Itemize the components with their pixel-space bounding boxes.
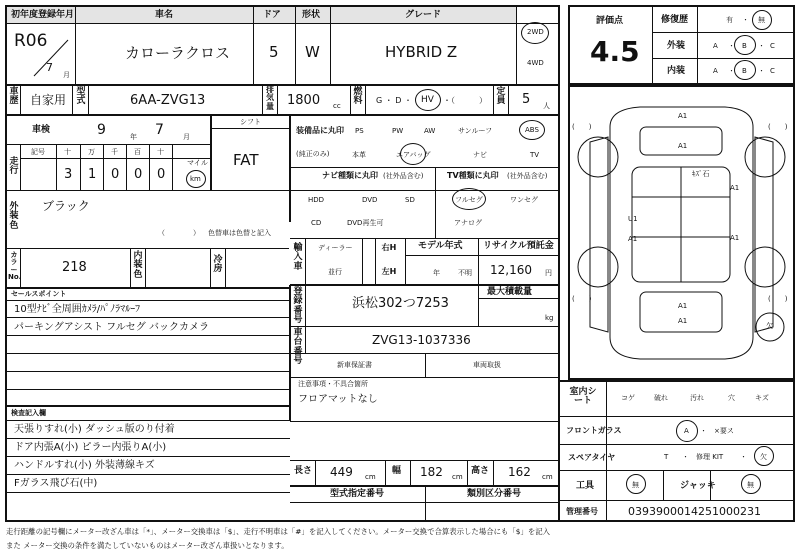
jack-value: 無 xyxy=(747,481,754,489)
footer-line-1: 走行距離の記号欄にメーター改ざん車は「*」、メーター交換車は「$」、走行不明車は「#」を記入してください。メーター交換で合算表示した場合にも「$」を記入 xyxy=(6,527,551,536)
mileage-col-1: 十 xyxy=(64,148,71,156)
spare-t: T xyxy=(664,453,669,461)
registration-label: 登録番号 xyxy=(293,287,303,326)
capacity-label: 定員 xyxy=(496,87,506,107)
navi-hdd: HDD xyxy=(308,196,325,204)
sheet-scratch: キズ xyxy=(755,394,769,402)
shift-label: シフト xyxy=(240,118,261,126)
inspector-line-1: 天張りすれ(小) ダッシュ版のり付着 xyxy=(14,424,175,435)
tv-sublabel: (社外品含む) xyxy=(507,172,548,180)
first-reg-label: 初年度登録年月 xyxy=(11,10,75,20)
footer-line-2: また メーター交換の条件を満たしていないものはメーター改ざん車扱いとなります。 xyxy=(6,541,289,550)
navi-sd: SD xyxy=(405,196,415,204)
color-no-value: 218 xyxy=(62,260,87,275)
model-year-unit: 年 xyxy=(433,269,440,277)
cc-unit: cc xyxy=(333,102,341,110)
diagram-paren-3: ( ) xyxy=(572,295,592,303)
chassis-label: 車台番号 xyxy=(293,328,303,367)
notes-value: フロアマットなし xyxy=(298,394,378,405)
recycle-value: 12,160 xyxy=(490,263,532,277)
spare-kit: 修理 KIT xyxy=(696,453,724,461)
inspection-year-unit: 年 xyxy=(130,133,137,141)
shift-value: FAT xyxy=(233,151,259,169)
jack-label: ジャッキ xyxy=(680,481,716,491)
width-unit: cm xyxy=(452,473,463,481)
height-unit: cm xyxy=(542,473,553,481)
width-label: 幅 xyxy=(392,466,402,476)
displacement-label: 排気量 xyxy=(266,85,274,111)
sales-point-2: パーキングアシスト フルセグ バックカメラ xyxy=(14,322,209,333)
displacement-value: 1800 xyxy=(287,93,321,108)
tools-label: 工具 xyxy=(576,481,595,491)
front-glass-dot: ・ xyxy=(700,427,707,435)
mileage-col-4: 百 xyxy=(134,148,141,156)
model-value: 6AA-ZVG13 xyxy=(130,93,206,108)
repair-none: 無 xyxy=(758,16,765,24)
model-year-value: 不明 xyxy=(458,269,472,277)
front-glass-x: ×要ス xyxy=(714,427,734,435)
fuel-label: 燃料 xyxy=(353,87,363,107)
equip-pw: PW xyxy=(392,127,404,135)
sales-line-1 xyxy=(7,317,290,318)
spare-dot2: ・ xyxy=(740,453,747,461)
interior-sheet-label: 室内シート xyxy=(569,387,597,407)
diagram-paren-1: ( ) xyxy=(572,123,592,131)
sales-points-label: セールスポイント xyxy=(11,290,67,298)
chassis-value: ZVG13-1037336 xyxy=(372,333,471,347)
equip-tv: TV xyxy=(530,151,540,159)
equipment-sublabel: (純正のみ) xyxy=(296,150,330,158)
class-number-label: 類別区分番号 xyxy=(467,489,522,499)
length-label: 長さ xyxy=(294,466,313,476)
color-note: 色替車は色替と記入 xyxy=(208,229,271,237)
capacity-unit: 人 xyxy=(543,102,550,110)
door-count: 5 xyxy=(269,43,279,61)
mileage-col-0: 記号 xyxy=(31,148,45,156)
int-dot2: ・ xyxy=(758,67,765,75)
score-label: 評価点 xyxy=(596,16,624,26)
equip-navi: ナビ xyxy=(473,151,487,159)
front-glass-label: フロントガラス xyxy=(566,426,622,435)
equipment-label: 装備品に丸印 xyxy=(296,126,344,135)
navi-label: ナビ種類に丸印 xyxy=(322,171,378,180)
first-reg-month: 7 xyxy=(46,61,53,74)
navi-cd: CD xyxy=(311,219,322,227)
model-year-label: モデル年式 xyxy=(418,241,463,251)
length-unit: cm xyxy=(365,473,376,481)
ext-b: B xyxy=(742,42,747,50)
diagram-missing: 欠 xyxy=(766,322,773,330)
inspector-label: 検査記入欄 xyxy=(11,409,46,417)
notes-label: 注意事項・不具合箇所 xyxy=(298,380,368,388)
front-glass-a: A xyxy=(684,427,689,435)
repair-label: 修復歴 xyxy=(661,15,689,25)
sheet-hole: 穴 xyxy=(728,394,735,402)
repair-yes: 有 xyxy=(726,16,733,24)
navi-dvd-play: DVD再生可 xyxy=(347,219,384,227)
mileage-digit-3: 0 xyxy=(134,167,143,182)
int-dot1: ・ xyxy=(728,67,735,75)
int-a: A xyxy=(713,67,718,75)
month-unit: 月 xyxy=(63,71,70,79)
import-label: 輸入車 xyxy=(293,243,303,272)
door-label: ドア xyxy=(263,10,281,20)
drive-4wd: 4WD xyxy=(527,59,544,67)
car-diagram xyxy=(570,87,793,378)
mileage-label: 走行 xyxy=(9,157,19,177)
navi-sublabel: (社外品含む) xyxy=(383,172,424,180)
tv-analog: アナログ xyxy=(454,219,482,227)
parallel-option: 並行 xyxy=(328,268,342,276)
diagram-mark-8: A1 xyxy=(678,302,688,310)
model-label: 型式 xyxy=(76,87,86,107)
sheet-dirt: 汚れ xyxy=(690,394,704,402)
grade-label: グレード xyxy=(405,10,442,20)
exterior-label: 外装 xyxy=(667,41,686,51)
equip-ps: PS xyxy=(355,127,364,135)
equip-abs: ABS xyxy=(525,126,539,134)
sheet-burn: コゲ xyxy=(621,394,635,402)
sheet-tear: 破れ xyxy=(654,394,668,402)
mileage-digit-0: 3 xyxy=(64,167,73,182)
tv-oneseg: ワンセグ xyxy=(510,196,538,204)
category-value: 自家用 xyxy=(30,93,67,107)
sales-point-1: 10型ﾅﾋﾞ全周囲ｶﾒﾗ/ﾊﾟﾉﾗﾏﾙｰﾌ xyxy=(14,304,141,315)
dealer-option: ディーラー xyxy=(318,244,353,252)
max-load-label: 最大積載量 xyxy=(487,287,533,297)
inspection-month-unit: 月 xyxy=(183,133,190,141)
mileage-col-2: 万 xyxy=(88,148,95,156)
interior-color-label: 内装色 xyxy=(133,251,143,280)
equip-aw: AW xyxy=(424,127,436,135)
diagram-mark-2: A1 xyxy=(678,142,688,150)
recycle-unit: 円 xyxy=(545,269,552,277)
diagram-mark-6: A1 xyxy=(628,235,638,243)
width-value: 182 xyxy=(420,465,443,479)
fuel-options: G ・ D ・ xyxy=(376,96,412,105)
fuel-selected: HV xyxy=(421,95,434,105)
equip-sunroof: サンルーフ xyxy=(458,127,493,135)
height-label: 高さ xyxy=(471,466,490,476)
fuel-other: ・（ ） xyxy=(443,96,487,105)
inspector-line-4: Fガラス飛び石(中) xyxy=(14,478,98,489)
mileage-col-6: マイル xyxy=(187,159,208,167)
score-value: 4.5 xyxy=(590,35,640,68)
navi-dvd: DVD xyxy=(362,196,378,204)
spare-missing: 欠 xyxy=(760,453,767,461)
drive-2wd: 2WD xyxy=(527,28,544,36)
interior-label: 内装 xyxy=(667,66,686,76)
body-shape: W xyxy=(305,43,320,61)
length-value: 449 xyxy=(330,465,353,479)
spare-dot1: ・ xyxy=(682,453,689,461)
car-name: カローラクロス xyxy=(125,44,231,62)
registration-value: 浜松302つ7253 xyxy=(352,296,449,311)
mileage-col-5: 十 xyxy=(157,148,164,156)
diagram-mark-5: U1 xyxy=(628,215,638,223)
ext-dot1: ・ xyxy=(728,42,735,50)
mileage-digit-1: 1 xyxy=(88,167,97,182)
diagram-mark-3: ｷｽﾞ石 xyxy=(692,170,710,178)
repair-dot: ・ xyxy=(742,16,749,24)
ext-a: A xyxy=(713,42,718,50)
first-reg-era: R06 xyxy=(14,31,48,51)
shape-label: 形状 xyxy=(302,10,321,20)
tv-label: TV種類に丸印 xyxy=(447,171,499,180)
manual-label: 車両取扱 xyxy=(473,361,501,369)
spare-tire-label: スペアタイヤ xyxy=(568,453,616,462)
diagram-mark-7: A1 xyxy=(730,234,740,242)
mileage-col-3: 千 xyxy=(111,148,118,156)
new-car-warranty: 新車保証書 xyxy=(337,361,372,369)
diagram-paren-2: ( ) xyxy=(768,123,788,131)
inspection-year: 9 xyxy=(97,122,106,138)
ac-label: 冷房 xyxy=(213,255,223,275)
diagram-paren-4: ( ) xyxy=(768,295,788,303)
inspector-line-3: ハンドルすれ(小) 外装薄線キズ xyxy=(14,460,155,471)
car-name-label: 車名 xyxy=(155,10,174,20)
max-load-unit: kg xyxy=(545,314,554,322)
equip-leather: 本革 xyxy=(352,151,366,159)
int-b: B xyxy=(742,67,747,75)
management-value: 0393900014251000231 xyxy=(628,505,761,518)
type-number-label: 型式指定番号 xyxy=(330,489,385,499)
inspection-month: 7 xyxy=(155,122,164,138)
recycle-label: リサイクル預託金 xyxy=(483,241,554,251)
mileage-unit: km xyxy=(190,175,201,183)
color-value: ブラック xyxy=(42,199,90,213)
diagram-mark-1: A1 xyxy=(678,112,688,120)
color-no-label: カラーNo. xyxy=(8,251,22,282)
diagram-mark-9: A1 xyxy=(678,317,688,325)
capacity-value: 5 xyxy=(522,92,531,107)
height-value: 162 xyxy=(508,465,531,479)
inspection-label: 車検 xyxy=(32,125,51,135)
ext-dot2: ・ xyxy=(758,42,765,50)
tools-value: 無 xyxy=(632,481,639,489)
tv-fullseg: フルセグ xyxy=(455,196,483,204)
mileage-digit-4: 0 xyxy=(157,167,166,182)
int-c: C xyxy=(770,67,775,75)
color-label: 外装色 xyxy=(9,202,19,231)
color-paren: （ ） xyxy=(158,229,200,237)
handle-l-label: 左H xyxy=(381,267,397,276)
handle-r-label: 右H xyxy=(381,243,397,252)
equip-airbag: エアバッグ xyxy=(396,151,431,159)
diagram-mark-4: A1 xyxy=(730,184,740,192)
grade-value: HYBRID Z xyxy=(385,43,458,61)
mileage-digit-2: 0 xyxy=(111,167,120,182)
management-label: 管理番号 xyxy=(566,507,598,516)
category-label: 車歴 xyxy=(9,87,19,107)
ext-c: C xyxy=(770,42,775,50)
inspector-line-2: ドア内張A(小) ピラー内張りA(小) xyxy=(14,442,167,453)
